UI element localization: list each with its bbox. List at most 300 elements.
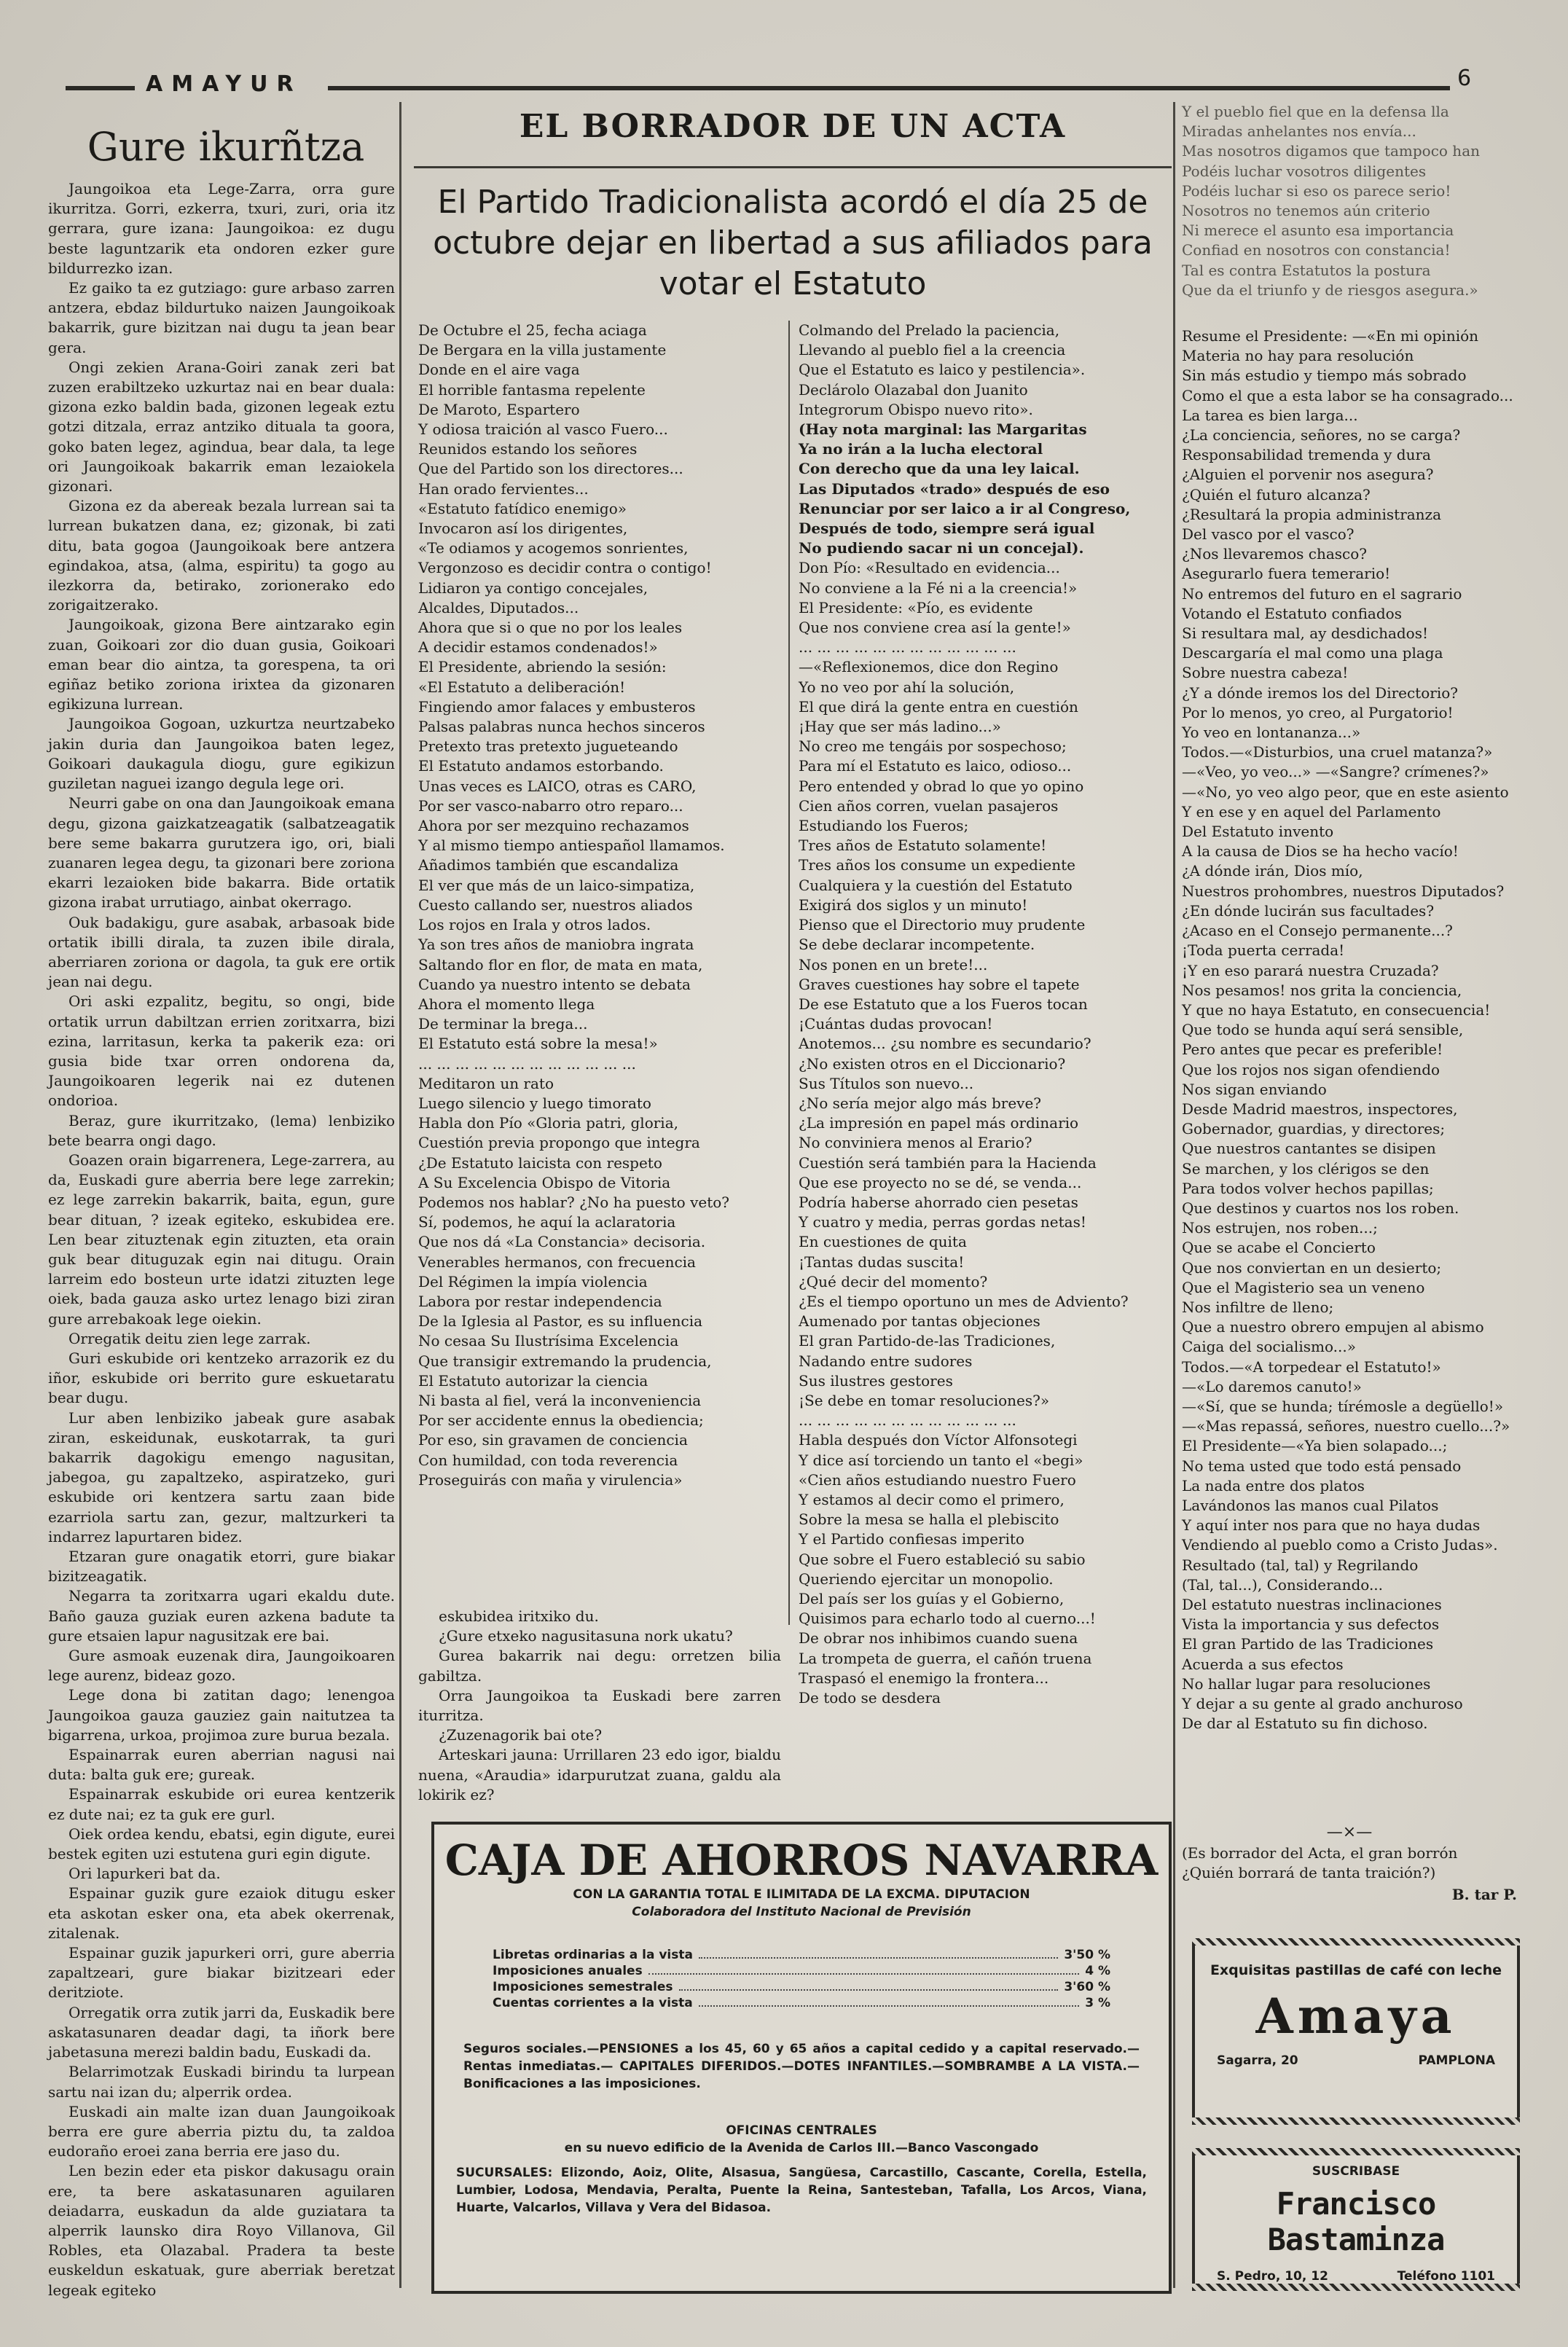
basque-paragraph: Etzaran gure onagatik etorri, gure biakar bizitzeagatik.: [48, 1548, 400, 1586]
poem-line: El Presidente—«Ya bien solapado...;: [1182, 1437, 1448, 1455]
poem-line: ¡Tantas dudas suscita!: [799, 1253, 965, 1271]
masthead-rule-right: [328, 86, 1450, 90]
poem-line: No tema usted que todo está pensado: [1182, 1457, 1462, 1475]
poem-line: Vergonzoso es decidir contra o contigo!: [418, 559, 712, 577]
poem-line: Don Pío: «Resultado en evidencia...: [799, 559, 1060, 577]
basque-paragraph: Ouk badakigu, gure asabak, arbasoak bide ortatik ibilli dirala, ta zuzen ibile dirala, aberriaren zoriona or dagola, ta guk ere ortik jean nai degu.: [48, 913, 400, 991]
basque-paragraph: Ori aski ezpalitz, begitu, so ongi, bide ortatik urrun dabiltzan errien zoritxarra, bizi ezina, larritasun, kerka ta pakerik eza: ori gusia bide txar orren ondorena da, Jaungoikoaren legerik nai ez dutenen ondorioa.: [48, 992, 400, 1110]
poem-line: De la Iglesia al Pastor, es su influencia: [418, 1312, 703, 1331]
poem-line: Sobre la mesa se halla el plebiscito: [799, 1511, 1059, 1529]
right-poem-main: [1182, 326, 1517, 1820]
poem-line: Las Diputados «trado» después de eso: [799, 479, 1110, 498]
basque-paragraph: Oiek ordea kendu, ebatsi, egin digute, eurei bestek egiten uzi estutena guri egin digute.: [48, 1825, 400, 1863]
poem-line: Tres años de Estatuto solamente!: [799, 836, 1047, 855]
poem-line: De terminar la brega...: [418, 1015, 588, 1033]
poem-line: Con derecho que da una ley laical.: [799, 460, 1080, 478]
poem-line: —«Sí, que se hunda; tírémosle a degüello!»: [1182, 1397, 1504, 1415]
poem-line: Podéis luchar si eso os parece serio!: [1182, 181, 1451, 200]
poem-line: Que se acabe el Concierto: [1182, 1239, 1376, 1257]
poem-line: Cualquiera y la cuestión del Estatuto: [799, 876, 1073, 894]
poem-line: Yo no veo por ahí la solución,: [799, 678, 1015, 696]
poem-line: Habla don Pío «Gloria patri, gloria,: [418, 1114, 678, 1132]
poem-line: Tres años los consume un expediente: [799, 856, 1075, 874]
poem-line: Nos infiltre de lleno;: [1182, 1298, 1334, 1316]
poem-line: ¡Toda puerta cerrada!: [1182, 941, 1345, 960]
poem-line: Como el que a esta labor se ha consagrado...: [1182, 386, 1513, 404]
poem-line: Venerables hermanos, con frecuencia: [418, 1253, 696, 1271]
poem-column-a: [418, 321, 781, 1607]
poem-line: El Presidente, abriendo la sesión:: [418, 658, 667, 676]
poem-line: Nadando entre sudores: [799, 1352, 973, 1370]
poem-line: «Estatuto fatídico enemigo»: [418, 499, 627, 517]
poem-line: Desde Madrid maestros, inspectores,: [1182, 1100, 1458, 1118]
poem-line: El Presidente: «Pío, es evidente: [799, 598, 1033, 616]
poem-line: Labora por restar independencia: [418, 1292, 662, 1310]
poem-line: Quisimos para echarlo todo al cuerno...!: [799, 1610, 1096, 1628]
basque-paragraph: Lur aben lenbiziko jabeak gure asabak ziran, eskeidunak, euskotarrak, ta guri bakarrik dagokigu emengo nagusitan, jabegoa, gu zapaltzeko, aspiratzeko, guri eskubide ori kentzera sartu zaan bide ezarriola sartu zan, gezur, maltzurkeri ta indarrez lapurtaren bidez.: [48, 1408, 400, 1545]
poem-line: La trompeta de guerra, el cañón truena: [799, 1649, 1092, 1667]
poem-line: Saltando flor en flor, de mata en mata,: [418, 955, 703, 973]
poem-line: Yo veo en lontananza...»: [1182, 724, 1361, 742]
poem-line: Lavándonos las manos cual Pilatos: [1182, 1496, 1439, 1514]
poem-line: ¿Nos llevaremos chasco?: [1182, 545, 1367, 563]
poem-line: Renunciar por ser laico a ir al Congreso,: [799, 499, 1131, 517]
caja-services: Seguros sociales.—PENSIONES a los 45, 60 y 65 años a capital cedido y a capital reservado.— Rentas inmediatas.— CAPITALES DIFERIDOS.—DOTES INFANTILES.—SOMBRAMBE A LA VISTA.—Bonificaciones a las imposiciones.: [463, 2042, 1140, 2091]
poem-line: Del país ser los guías y el Gobierno,: [799, 1590, 1065, 1607]
poem-line: Si resultara mal, ay desdichados!: [1182, 624, 1429, 643]
amaya-city: PAMPLONA: [1418, 2053, 1495, 2068]
basque-paragraph: Espainar guzik gure ezaiok ditugu esker eta askotan esker ona, eta abek okerrenak, zitalenak.: [48, 1884, 400, 1942]
poem-line: No conviniera menos al Erario?: [799, 1134, 1032, 1152]
caja-rate-label: Imposiciones anuales: [493, 1964, 643, 1978]
poem-line: Del vasco por el vasco?: [1182, 525, 1355, 544]
masthead-name: AMAYUR: [146, 71, 302, 97]
basque-paragraph: Ez gaiko ta ez gutziago: gure arbaso zarren antzera, ebdaz bildurtuko naizen Jaungoikoak bakarrik, gure bizitzan nai dugu ta jean bear gera.: [48, 279, 400, 356]
poem-line: ¿Acaso en el Consejo permanente...?: [1182, 922, 1453, 940]
basque-paragraph: Belarrimotzak Euskadi birindu ta lurpean sartu nai izan du; alperrik ordea.: [48, 2063, 400, 2101]
middle-article-title: EL BORRADOR DE UN ACTA: [519, 108, 1067, 145]
poem-line: Queriendo ejercitar un monopolio.: [799, 1570, 1054, 1588]
poem-line: Ahora por ser mezquino rechazamos: [418, 817, 689, 835]
poem-line: El Estatuto está sobre la mesa!»: [418, 1035, 658, 1053]
poem-line: Nos ponen en un brete!...: [799, 955, 988, 973]
poem-line: Nosotros no tenemos aún criterio: [1182, 202, 1430, 220]
poem-line: Se debe declarar incompetente.: [799, 936, 1035, 954]
caja-rate-leader: [648, 1963, 1080, 1975]
page-number: 6: [1457, 66, 1472, 91]
poem-line: Cuando ya nuestro intento se debata: [418, 975, 691, 993]
poem-line: Lidiaron ya contigo concejales,: [418, 579, 648, 597]
poem-line: Para mí el Estatuto es laico, odioso...: [799, 757, 1072, 775]
basque-paragraph: Beraz, gure ikurritzako, (lema) lenbiziko bete bearra ongi dago.: [48, 1111, 400, 1149]
basque-paragraph: Jaungoikoa eta Lege-Zarra, orra gure ikurritza. Gorri, ezkerra, txuri, zuri, oria itz gerrara, gure izana: Jaungoikoa: ez dugu beste laguntzarik eta ondoren ezker gure bildurrezko izan.: [48, 180, 400, 277]
amaya-ad-border-top: [1192, 1938, 1520, 1946]
bastaminza-border-top: [1192, 2148, 1520, 2155]
poem-line: —«Lo daremos canuto!»: [1182, 1377, 1362, 1395]
poem-line: Miradas anhelantes nos envía...: [1182, 122, 1416, 141]
poem-line: Vendiendo al pueblo como a Cristo Judas».: [1182, 1536, 1498, 1554]
middle-title-rule: [414, 166, 1172, 168]
poem-line: De todo se desdera: [799, 1689, 941, 1707]
poem-line: Del estatuto nuestras inclinaciones: [1182, 1596, 1442, 1613]
poem-column-b: [799, 321, 1170, 1778]
poem-line: De Maroto, Espartero: [418, 400, 580, 418]
poem-line: Acuerda a sus efectos: [1182, 1655, 1344, 1673]
basque-paragraph: Negarra ta zoritxarra ugari ekaldu dute. Baño gauza guziak euren azkena badute ta gure etsaien lapur nagusitzak ere bai.: [48, 1587, 400, 1645]
poem-line: Sí, podemos, he aquí la aclaratoria: [418, 1213, 676, 1231]
poem-line: Confiad en nosotros con constancia!: [1182, 241, 1451, 259]
poem-line: Proseguirás con maña y virulencia»: [418, 1470, 683, 1489]
basque-paragraph: Guri eskubide ori kentzeko arrazorik ez du iñor, eskubide ori berrito gure eskuetaratu bear dugu.: [48, 1349, 400, 1407]
poem-line: Que nos conviertan en un desierto;: [1182, 1258, 1442, 1277]
poem-line: ¿Qué decir del momento?: [799, 1272, 988, 1290]
poem-line: Por ser vasco-nabarro otro reparo...: [418, 796, 683, 815]
caja-guarantee: CON LA GARANTIA TOTAL E ILIMITADA DE LA EXCMA. DIPUTACION: [573, 1887, 1030, 1902]
poem-line: Se marchen, y los clérigos se den: [1182, 1159, 1430, 1178]
poem-line: Que todo se hunda aquí será sensible,: [1182, 1021, 1464, 1039]
poem-line: Para todos volver hechos papillas;: [1182, 1179, 1434, 1197]
poem-line: Nos pesamos! nos grita la conciencia,: [1182, 981, 1462, 999]
poem-line: «El Estatuto a deliberación!: [418, 678, 626, 696]
caja-rate-value: 3'60 %: [1064, 1980, 1110, 1994]
poem-line: A decidir estamos condenados!»: [418, 638, 658, 657]
poem-line: Sus ilustres gestores: [799, 1371, 953, 1390]
basque-paragraph: Goazen orain bigarrenera, Lege-zarrera, au da, Euskadi gure aberria bere lege zarrekin; ez lege zarrekin bakarrik, baita, egun, gure bear dituan, ? izeak egiteko, eskubidea ere. Len bear zituztenak egin zituzten, eta orain guk bear dituguzak egin nai ditugu. Orain larreim edo bosteun urte idatzi zituzten lege oiek, bada gauza asko urtez lenago bizi ziran gure arrebakoak lege oiekin.: [48, 1151, 400, 1328]
caja-rate-row: [493, 1963, 1110, 1979]
left-article-title: Gure ikurñtza: [87, 124, 365, 170]
poem-line: Asegurarlo fuera temerario!: [1182, 565, 1391, 583]
poem-line: El que dirá la gente entra en cuestión: [799, 697, 1078, 716]
poem-line: Invocaron así los dirigentes,: [418, 520, 628, 538]
poem-line: Luego silencio y luego timorato: [418, 1094, 651, 1112]
poem-line: No conviene a la Fé ni a la creencia!»: [799, 579, 1078, 597]
poem-line: Fingiendo amor falaces y embusteros: [418, 697, 696, 716]
basque-tail-line: Arteskari jauna: Urrillaren 23 edo igor, bialdu nuena, «Araudia» idarpurutzat zuana, galdu ala lokirik ez?: [418, 1746, 786, 1803]
poem-line: Votando el Estatuto confiados: [1182, 604, 1402, 622]
poem-line: De ese Estatuto que a los Fueros tocan: [799, 995, 1088, 1013]
poem-line: Y que no haya Estatuto, en consecuencia!: [1182, 1000, 1491, 1019]
caja-rate-leader: [699, 1947, 1058, 1959]
bastaminza-header: SUSCRIBASE: [1312, 2164, 1400, 2179]
caja-rate-value: 4 %: [1085, 1964, 1110, 1978]
poem-line: ... ... ... ... ... ... ... ... ... ... ... ...: [799, 638, 1016, 657]
poem-line: Cien años corren, vuelan pasajeros: [799, 796, 1059, 815]
poem-line: «Te odiamos y acogemos sonrientes,: [418, 539, 689, 557]
poem-line: Del Régimen la impía violencia: [418, 1272, 648, 1290]
poem-line: Tal es contra Estatutos la postura: [1182, 261, 1431, 279]
basque-paragraph: Lege dona bi zatitan dago; lenengoa Jaungoikoa gauza gauziez gain naitutzea ta bigarrena, urkoa, projimoa zure burua bezala.: [48, 1686, 400, 1744]
poem-line: Y odiosa traición al vasco Fuero...: [418, 420, 668, 439]
poem-line: ¿La impresión en papel más ordinario: [799, 1114, 1079, 1132]
closing-line: (Es borrador del Acta, el gran borrón: [1182, 1844, 1458, 1862]
poem-line: Y en ese y en aquel del Parlamento: [1182, 802, 1441, 820]
poem-line: ¿Alguien el porvenir nos asegura?: [1182, 466, 1434, 484]
poem-line: Que transigir extremando la prudencia,: [418, 1352, 712, 1370]
amaya-ad: [1192, 1938, 1520, 2135]
caja-rate-label: Imposiciones semestrales: [493, 1980, 673, 1994]
caja-rate-label: Libretas ordinarias a la vista: [493, 1948, 693, 1962]
closing-line: ¿Quién borrará de tanta traición?): [1182, 1864, 1436, 1882]
poem-line: Que nuestros cantantes se disipen: [1182, 1140, 1436, 1158]
caja-ahorros-ad: [431, 1822, 1172, 2294]
poem-line: Colmando del Prelado la paciencia,: [799, 321, 1060, 339]
poem-line: (Hay nota marginal: las Margaritas: [799, 420, 1087, 439]
poem-line: Que ese proyecto no se dé, se venda...: [799, 1173, 1082, 1191]
poem-line: Nos sigan enviando: [1182, 1080, 1327, 1098]
poem-line: ¿En dónde lucirán sus facultades?: [1182, 901, 1435, 920]
poem-line: La tarea es bien larga...: [1182, 406, 1358, 424]
poem-line: Graves cuestiones hay sobre el tapete: [799, 975, 1080, 993]
poem-line: Declárolo Olazabal don Juanito: [799, 380, 1028, 399]
amaya-address: Sagarra, 20: [1217, 2053, 1298, 2068]
caja-rate-leader: [699, 1995, 1079, 2007]
poem-line: —«No, yo veo algo peor, que en este asiento: [1182, 783, 1509, 801]
poem-line: Que destinos y cuartos nos los roben.: [1182, 1199, 1459, 1217]
basque-tail-line: Gurea bakarrik nai degu: orretzen bilia gabiltza.: [418, 1647, 786, 1685]
poem-line: Que el Magisterio sea un veneno: [1182, 1278, 1425, 1296]
bastaminza-ad: [1192, 2148, 1520, 2301]
poem-line: Integrorum Obispo nuevo rito».: [799, 400, 1033, 418]
caja-rates-list: [493, 1947, 1110, 2011]
poem-line: Materia no hay para resolución: [1182, 347, 1414, 365]
poem-line: (Tal, tal...), Considerando...: [1182, 1575, 1384, 1594]
caja-offices-address: en su nuevo edificio de la Avenida de Carlos III.—Banco Vascongado: [564, 2141, 1039, 2155]
poem-line: Ni basta al fiel, verá la inconveniencia: [418, 1391, 702, 1409]
poem-line: ¿Quién el futuro alcanza?: [1182, 485, 1371, 504]
amaya-tagline: Exquisitas pastillas de café con leche: [1210, 1962, 1502, 1978]
right-divider: —×—: [1326, 1823, 1373, 1841]
poem-line: De obrar nos inhibimos cuando suena: [799, 1629, 1078, 1647]
caja-collaborator: Colaboradora del Instituto Nacional de Previsión: [632, 1905, 971, 1919]
poem-line: Que los rojos nos sigan ofendiendo: [1182, 1060, 1440, 1078]
poem-line: Palsas palabras nunca hechos sinceros: [418, 718, 705, 736]
basque-tail-line: eskubidea iritxiko du.: [439, 1607, 599, 1625]
poem-line: El gran Partido-de-las Tradiciones,: [799, 1332, 1056, 1350]
poem-line: ¡Hay que ser más ladino...»: [799, 718, 1001, 736]
poem-line: Pretexto tras pretexto jugueteando: [418, 737, 678, 756]
poem-line: Con humildad, con toda reverencia: [418, 1451, 678, 1469]
basque-tail-line: ¿Zuzenagorik bai ote?: [439, 1726, 603, 1744]
poem-line: Anotemos... ¿su nombre es secundario?: [799, 1035, 1091, 1053]
poem-line: Podemos nos hablar? ¿No ha puesto veto?: [418, 1193, 730, 1211]
poem-line: No entremos del futuro en el sagrario: [1182, 584, 1462, 603]
poem-line: Y cuatro y media, perras gordas netas!: [799, 1213, 1086, 1231]
right-closing: [1182, 1843, 1517, 1887]
poem-line: ¿Es el tiempo oportuno un mes de Adviento?: [799, 1292, 1129, 1310]
right-poem-top: [1182, 102, 1517, 313]
poem-line: Nos estrujen, nos roben...;: [1182, 1219, 1378, 1237]
poem-line: Cuestión previa propongo que integra: [418, 1134, 700, 1152]
poem-line: ¿La conciencia, señores, no se carga?: [1182, 426, 1461, 444]
poem-line: El horrible fantasma repelente: [418, 380, 646, 399]
basque-paragraph: Espainar guzik japurkeri orri, gure aberria zapaltzeari, gure biakar bizitzeari eder deritziote.: [48, 1944, 400, 2002]
poem-line: Resume el Presidente: —«En mi opinión: [1182, 327, 1479, 345]
amaya-brand: Amaya: [1255, 1988, 1457, 2045]
poem-line: Que el Estatuto es laico y pestilencia».: [799, 361, 1086, 379]
poem-line: Los rojos en Irala y otros lados.: [418, 916, 651, 934]
poem-line: Y el Partido confiesas imperito: [799, 1530, 1024, 1548]
basque-paragraph: Len bezin eder eta piskor dakusagu orain ere, ta bere askatasunaren aguilaren deiadarra, euskadun da alde guziatara ta alperrik launsko dira Royo Villanova, Gil Robles, eta Olazabal. Pradera ta beste euskeldun eskatuak, gure aberriak beretzat legeak egiteko: [48, 2162, 400, 2299]
poem-line: ¡Cuántas dudas provocan!: [799, 1015, 993, 1033]
poem-line: Sobre nuestra cabeza!: [1182, 664, 1349, 682]
caja-rate-row: [493, 1947, 1110, 1963]
poem-line: Sin más estudio y tiempo más sobrado: [1182, 367, 1467, 385]
basque-paragraph: Orregatik deitu zien lege zarrak.: [68, 1329, 311, 1347]
poem-line: Ya no irán a la lucha electoral: [799, 440, 1043, 458]
basque-paragraph: Euskadi ain malte izan duan Jaungoikoak berra ere gure aberria piztu du, ta zaldoa eudoraño eroei zana berria ere jaso du.: [48, 2102, 400, 2160]
basque-paragraph: Gure asmoak euzenak dira, Jaungoikoaren lege aurenz, bideaz gozo.: [48, 1647, 400, 1685]
poem-line: Que da el triunfo y de riesgos asegura.»: [1182, 281, 1478, 299]
poem-line: Estudiando los Fueros;: [799, 817, 969, 835]
basque-paragraph: Orregatik orra zutik jarri da, Euskadik bere askatasunaren deadar dagi, ta iñork bere jabetasuna merezi baldin badu, Euskadi da.: [48, 2003, 400, 2061]
poem-line: De Octubre el 25, fecha aciaga: [418, 321, 647, 339]
basque-paragraph: Gizona ez da abereak bezala lurrean sai ta lurrean bukatzen dana, ez; gizonak, bi zati ditu, bata gogoa (Jaungoikoak bere antzera egindakoa, atsa, (alma, espiritu) ta gogo au ilezkorra da, betirako, zorionerako edo zorigaitzerako.: [48, 497, 400, 614]
poem-line: De Bergara en la villa justamente: [418, 341, 667, 359]
caja-rate-row: [493, 1979, 1110, 1995]
poem-line: No hallar lugar para resoluciones: [1182, 1674, 1431, 1693]
bastaminza-phone: Teléfono 1101: [1397, 2269, 1495, 2284]
poem-line: Donde en el aire vaga: [418, 361, 580, 379]
caja-title: CAJA DE AHORROS NAVARRA: [444, 1835, 1159, 1885]
poem-line: Por ser accidente ennus la obediencia;: [418, 1411, 704, 1430]
poem-line: El ver que más de un laico-simpatiza,: [418, 876, 695, 894]
poem-line: Descargaría el mal como una plaga: [1182, 644, 1443, 662]
poem-line: Que nos conviene crea así la gente!»: [799, 619, 1071, 637]
poem-line: El Estatuto andamos estorbando.: [418, 757, 664, 775]
caja-rate-leader: [679, 1979, 1059, 1991]
poem-line: Ahora que si o que no por los leales: [418, 619, 683, 637]
poem-line: ¿Resultará la propia administranza: [1182, 505, 1442, 523]
poem-line: Sus Títulos son nuevo...: [799, 1074, 974, 1092]
poem-line: —«Reflexionemos, dice don Regino: [799, 658, 1059, 676]
poem-line: La nada entre dos platos: [1182, 1476, 1365, 1494]
amaya-ad-border-bottom: [1192, 2117, 1520, 2125]
poem-line: ¡Se debe en tomar resoluciones?»: [799, 1391, 1050, 1409]
poem-line: —«Veo, yo veo...» —«Sangre? crímenes?»: [1182, 763, 1489, 781]
poem-line: Aumenado por tantas objeciones: [799, 1312, 1040, 1331]
basque-paragraph: Jaungoikoa Gogoan, uzkurtza neurtzabeko jakin duria dan Jaungoikoa baten legez, Goikoari daukagula diogu, gure egikizun guziletan naguei izango degula lege ori.: [48, 715, 400, 793]
poem-line: Cuestión será también para la Hacienda: [799, 1153, 1097, 1172]
poem-line: Exigirá dos siglos y un minuto!: [799, 896, 1028, 914]
caja-rate-value: 3 %: [1085, 1996, 1110, 2010]
poem-line: Del Estatuto invento: [1182, 823, 1334, 841]
caja-rate-label: Cuentas corrientes a la vista: [493, 1996, 693, 2010]
poem-line: Añadimos también que escandaliza: [418, 856, 679, 874]
basque-paragraph: Ori lapurkeri bat da.: [68, 1865, 221, 1883]
poem-line: Reunidos estando los señores: [418, 440, 638, 458]
basque-paragraph: Ongi zekien Arana-Goiri zanak zeri bat zuzen erabiltzeko uzkurtaz nai en bear duala: gizona ezko baldin bada, gizonen legeak eztu gotzi ditzala, erraz antziko dituala ta goora, goko baten legez, agindua, bear dala, ta lege ori Jaungoikoak bakarrik eman lezaiokela gizonari.: [48, 358, 400, 495]
poem-line: No cesaa Su Ilustrísima Excelencia: [418, 1332, 679, 1350]
poem-line: Habla después don Víctor Alfonsotegi: [799, 1431, 1078, 1449]
column-rule-middle: [788, 321, 790, 1625]
poem-line: Alcaldes, Diputados...: [418, 598, 579, 616]
bastaminza-address: S. Pedro, 10, 12: [1217, 2269, 1328, 2284]
poem-line: ... ... ... ... ... ... ... ... ... ... ... ...: [418, 1054, 636, 1073]
basque-paragraph: Espainarrak euren aberrian nagusi nai duta: balta guk ere; gureak.: [48, 1746, 400, 1784]
poem-line: El gran Partido de las Tradiciones: [1182, 1635, 1434, 1653]
poem-line: ... ... ... ... ... ... ... ... ... ... ... ...: [799, 1411, 1016, 1430]
poem-line: Han orado fervientes...: [418, 479, 589, 498]
poem-line: Todos.—«Disturbios, una cruel matanza?»: [1182, 743, 1493, 761]
basque-paragraph: Espainarrak eskubide ori eurea kentzerik ez dute nai; ez ta guk ere gurl.: [48, 1785, 400, 1823]
poem-line: ¿A dónde irán, Dios mío,: [1182, 862, 1363, 880]
poem-line: Ni merece el asunto esa importancia: [1182, 222, 1454, 240]
poem-line: Resultado (tal, tal) y Regrilando: [1182, 1556, 1419, 1574]
poem-line: El Estatuto autorizar la ciencia: [418, 1371, 648, 1390]
poem-line: Por lo menos, yo creo, al Purgatorio!: [1182, 703, 1454, 721]
poem-line: Meditaron un rato: [418, 1074, 554, 1092]
caja-branches: SUCURSALES: Elizondo, Aoiz, Olite, Alsasua, Sangüesa, Carcastillo, Cascante, Corella, Estella, Lumbier, Lodosa, Mendavia, Peralta, Puente la Reina, Santesteban, Tafalla, Los Arcos, Viana, Huarte, Valcarlos, Villava y Vera del Bidasoa.: [456, 2166, 1147, 2215]
poem-line: Que a nuestro obrero empujen al abismo: [1182, 1318, 1484, 1336]
poem-line: ¡Y en eso parará nuestra Cruzada?: [1182, 961, 1439, 979]
poem-line: De dar al Estatuto su fin dichoso.: [1182, 1715, 1428, 1733]
poem-line: Podría haberse ahorrado cien pesetas: [799, 1193, 1078, 1211]
poem-line: En cuestiones de quita: [799, 1233, 967, 1251]
poem-line: Y dejar a su gente al grado anchuroso: [1182, 1695, 1463, 1713]
poem-line: Que sobre el Fuero estableció su sabio: [799, 1550, 1086, 1568]
poem-line: ¿No sería mejor algo más breve?: [799, 1094, 1042, 1112]
poem-line: Y el pueblo fiel que en la defensa lla: [1182, 103, 1449, 120]
poem-line: Después de todo, siempre será igual: [799, 520, 1095, 538]
poem-line: Y dice así torciendo un tanto el «begi»: [799, 1451, 1083, 1469]
poem-line: Pienso que el Directorio muy prudente: [799, 916, 1086, 934]
basque-paragraph: Neurri gabe on ona dan Jaungoikoak emana degu, gizona gaizkatzeagatik (salbatzeagatik bere seme bakarra gurutzera igo, ori, biali zuanaren legea degu, ta gizonari bere zoriona ekarri lezaioken bide bakarra. Bide ortatik gizona irabat urrutiago, ainbat okerrago.: [48, 794, 400, 912]
caja-offices-title: OFICINAS CENTRALES: [726, 2123, 877, 2138]
poem-line: Todos.—«A torpedear el Estatuto!»: [1182, 1357, 1441, 1376]
caja-rate-value: 3'50 %: [1064, 1948, 1110, 1962]
poem-line: No creo me tengáis por sospechoso;: [799, 737, 1067, 756]
poem-line: Nuestros prohombres, nuestros Diputados?: [1182, 882, 1505, 900]
poem-line: No pudiendo sacar ni un concejal).: [799, 539, 1084, 557]
poem-line: A la causa de Dios se ha hecho vacío!: [1182, 842, 1459, 861]
column-rule-left: [399, 102, 401, 2288]
basque-paragraph: Jaungoikoak, gizona Bere aintzarako egin zuan, Goikoari zor dio duan gusia, Goikoari eman bear dio aintza, ta gorespena, ta ori egiñaz betiko zoriona irixtea da gizonaren egikizuna lurrean.: [48, 616, 400, 713]
poem-line: A Su Excelencia Obispo de Vitoria: [418, 1173, 671, 1191]
poem-line: Gobernador, guardias, y directores;: [1182, 1120, 1446, 1138]
caja-rate-row: [493, 1995, 1110, 2011]
poem-line: Unas veces es LAICO, otras es CARO,: [418, 777, 697, 795]
poem-line: Pero antes que pecar es preferible!: [1182, 1041, 1443, 1059]
poem-line: Ya son tres años de maniobra ingrata: [418, 936, 694, 954]
left-article-body: [48, 179, 400, 2307]
basque-tail-line: ¿Gure etxeko nagusitasuna nork ukatu?: [439, 1627, 733, 1645]
poem-line: Traspasó el enemigo la frontera...: [799, 1669, 1049, 1687]
poem-line: Mas nosotros digamos que tampoco han: [1182, 142, 1480, 160]
poem-line: Pero entended y obrad lo que yo opino: [799, 777, 1084, 795]
poem-line: Y al mismo tiempo antiespañol llamamos.: [418, 836, 725, 855]
middle-article-subtitle: El Partido Tradicionalista acordó el día 25 de octubre dejar en libertad a sus afiliados para votar el Estatuto: [433, 184, 1153, 302]
poem-line: Y estamos al decir como el primero,: [799, 1490, 1065, 1508]
poem-line: Llevando al pueblo fiel a la creencia: [799, 341, 1066, 359]
poem-line: «Cien años estudiando nuestro Fuero: [799, 1470, 1076, 1489]
poem-line: Podéis luchar vosotros diligentes: [1182, 162, 1427, 180]
poem-line: Caiga del socialismo...»: [1182, 1338, 1356, 1356]
poem-line: Por eso, sin gravamen de conciencia: [418, 1431, 688, 1449]
poem-line: —«Mas repassá, señores, nuestro cuello...?»: [1182, 1417, 1510, 1435]
poem-line: Vista la importancia y sus defectos: [1182, 1615, 1440, 1634]
basque-tail-text: [418, 1607, 786, 1811]
poem-line: Que del Partido son los directores...: [418, 460, 683, 478]
poem-line: Y aquí inter nos para que no haya dudas: [1182, 1516, 1481, 1535]
poem-line: ¿No existen otros en el Diccionario?: [799, 1054, 1066, 1073]
basque-tail-line: Orra Jaungoikoa ta Euskadi bere zarren iturritza.: [418, 1686, 786, 1725]
bastaminza-name: Francisco Bastaminza: [1267, 2186, 1445, 2257]
poem-line: ¿De Estatuto laicista con respeto: [418, 1153, 662, 1172]
signature: B. tar P.: [1451, 1886, 1517, 1903]
poem-line: Que nos dá «La Constancia» decisoria.: [418, 1233, 706, 1251]
poem-line: Responsabilidad tremenda y dura: [1182, 446, 1431, 464]
poem-line: Ahora el momento llega: [418, 995, 595, 1013]
